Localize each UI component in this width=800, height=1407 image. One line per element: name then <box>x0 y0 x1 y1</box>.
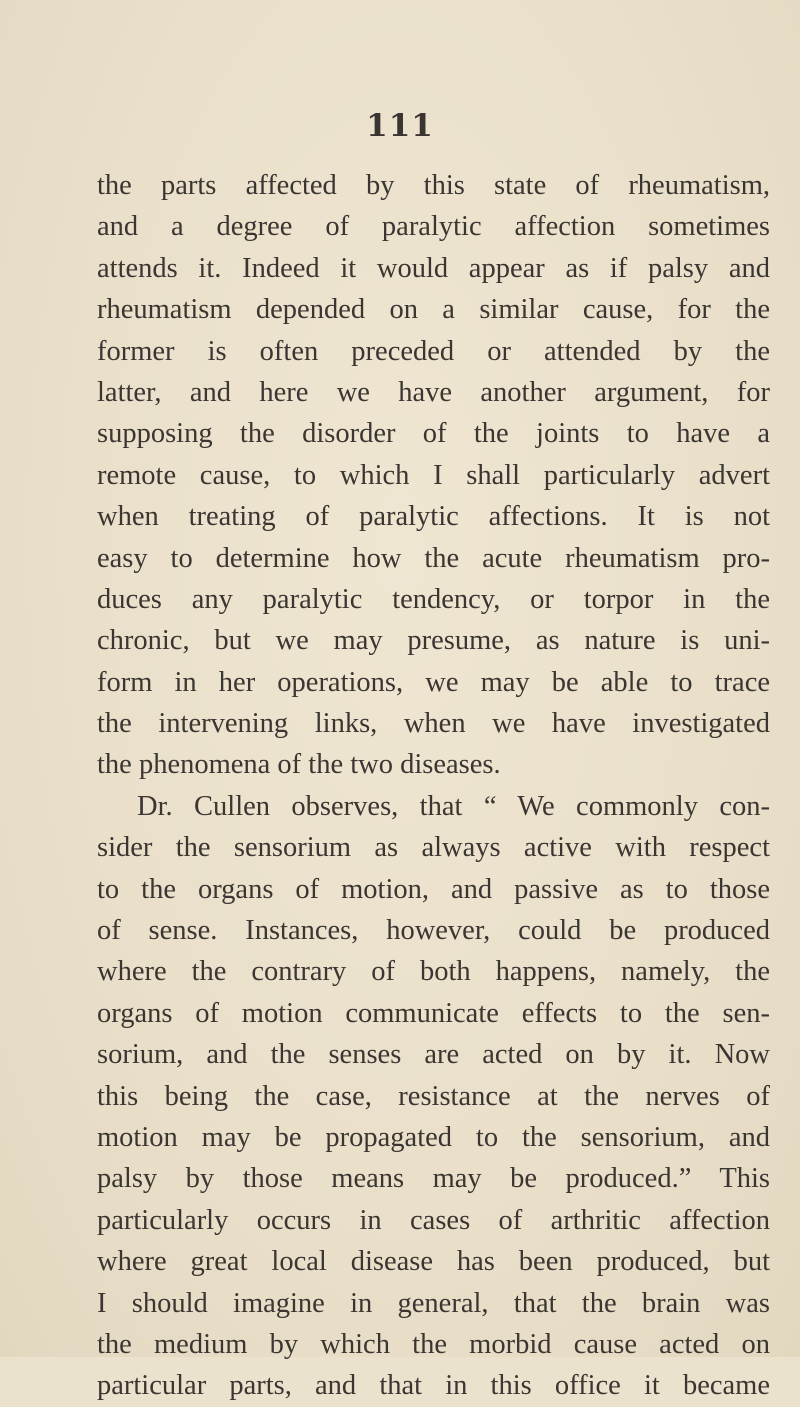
body-text <box>97 165 770 1407</box>
text-line: easy to determine how the acute rheumatism pro- <box>97 542 770 574</box>
paragraph-start-line: Dr. Cullen observes, that “ We commonly con- <box>137 790 770 822</box>
text-line: attends it. Indeed it would appear as if palsy and <box>97 252 770 284</box>
text-line: supposing the disorder of the joints to have a <box>97 418 770 450</box>
text-line: latter, and here we have another argument, for <box>97 376 770 408</box>
text-line: chronic, but we may presume, as nature is uni- <box>97 625 770 657</box>
text-line: the medium by which the morbid cause acted on <box>97 1328 770 1360</box>
text-line: this being the case, resistance at the nerves of <box>97 1080 770 1112</box>
paragraph-end-line: the phenomena of the two diseases. <box>97 749 501 781</box>
text-line: to the organs of motion, and passive as to those <box>97 873 770 905</box>
text-line: remote cause, to which I shall particularly advert <box>97 459 770 491</box>
text-line: sorium, and the senses are acted on by it. Now <box>97 1039 770 1071</box>
text-line: the intervening links, when we have investigated <box>97 708 770 740</box>
text-line: motion may be propagated to the sensorium, and <box>97 1121 770 1153</box>
text-line: particular parts, and that in this office it became <box>97 1370 770 1402</box>
text-line: where great local disease has been produced, but <box>97 1246 770 1278</box>
text-line: of sense. Instances, however, could be produced <box>97 915 770 947</box>
text-line: and a degree of paralytic affection sometimes <box>97 211 770 243</box>
text-line: organs of motion communicate effects to the sen- <box>97 997 770 1029</box>
text-line: sider the sensorium as always active with respect <box>97 832 770 864</box>
text-line: rheumatism depended on a similar cause, for the <box>97 294 770 326</box>
page-number: 111 <box>366 108 434 144</box>
text-line: the parts affected by this state of rheumatism, <box>97 170 770 201</box>
text-line: palsy by those means may be produced.” This <box>97 1163 770 1195</box>
text-line: former is often preceded or attended by the <box>97 335 770 367</box>
text-line: when treating of paralytic affections. It is not <box>97 501 770 533</box>
text-line: particularly occurs in cases of arthritic affection <box>97 1204 770 1236</box>
text-line: form in her operations, we may be able to trace <box>97 666 770 698</box>
text-line: I should imagine in general, that the brain was <box>97 1287 770 1319</box>
text-line: duces any paralytic tendency, or torpor in the <box>97 583 770 615</box>
text-line: where the contrary of both happens, namely, the <box>97 956 770 988</box>
